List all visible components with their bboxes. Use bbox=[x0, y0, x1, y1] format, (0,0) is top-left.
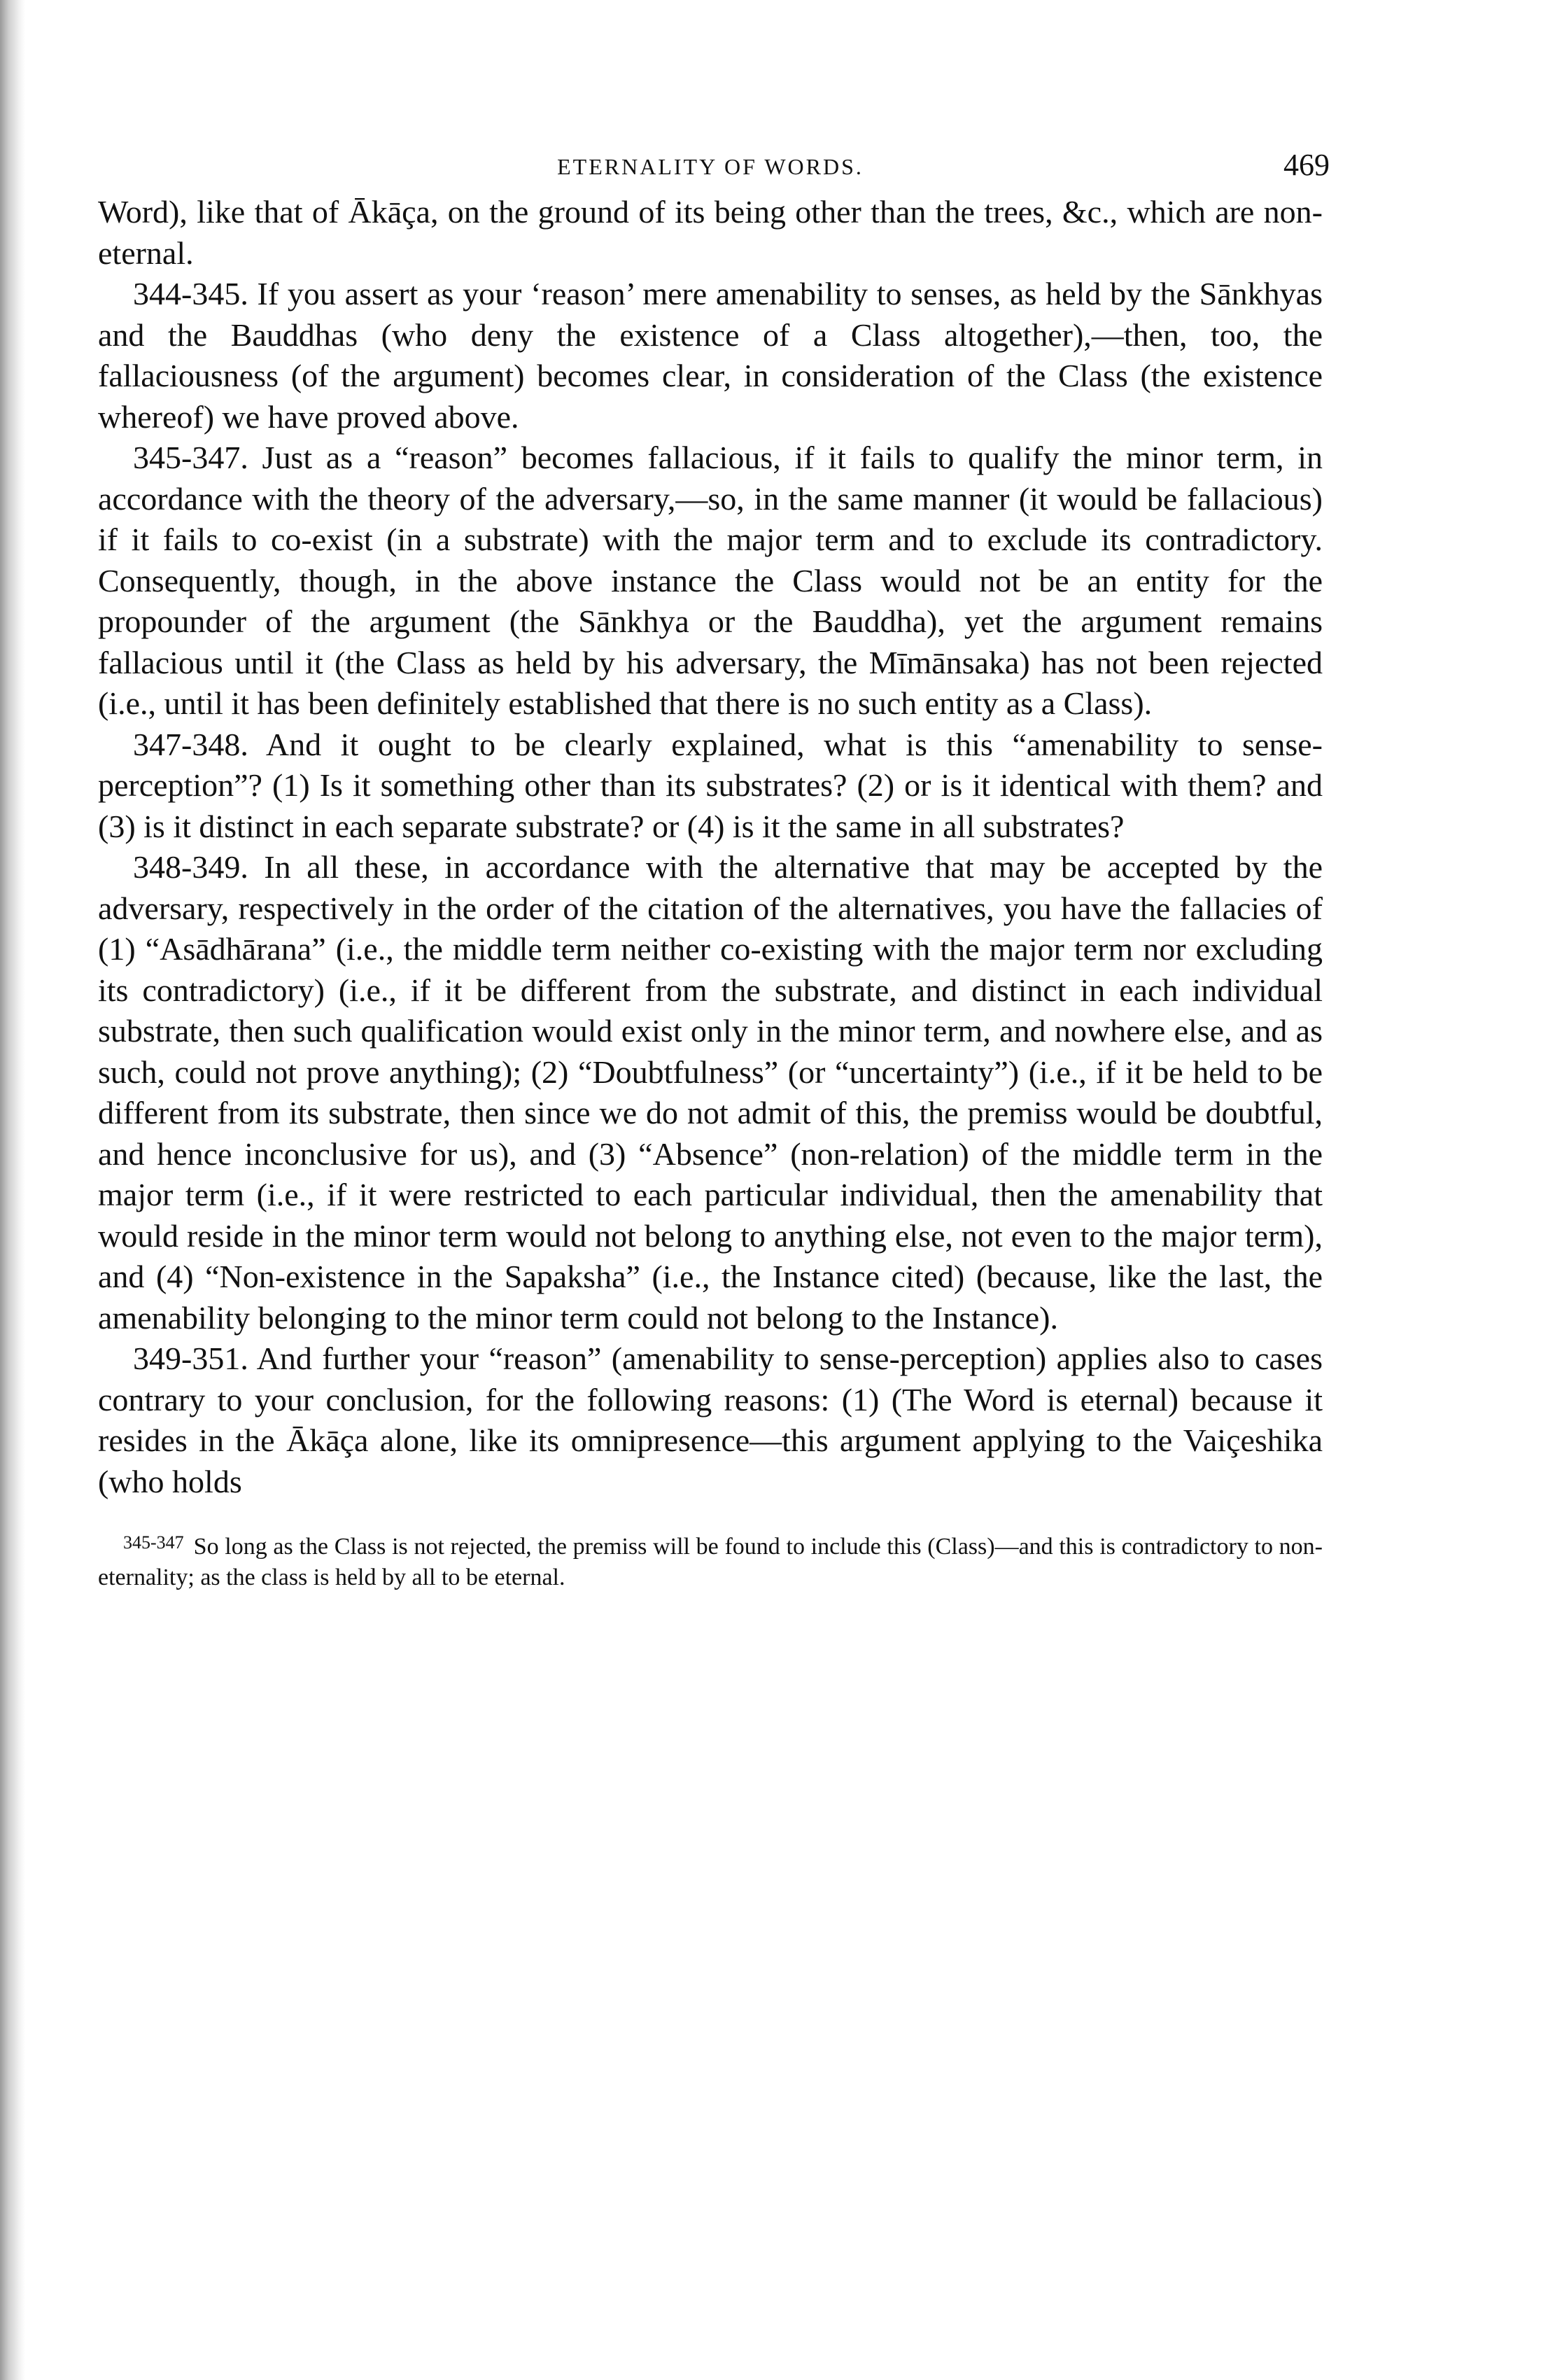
book-page bbox=[98, 105, 1330, 1593]
running-head bbox=[98, 105, 1330, 182]
paragraph-345-347: 345-347. Just as a “reason” becomes fallacious, if it fails to qualify the minor term, in accordance with the theory of the adversary,—so, in the same manner (it would be fallacious) if it fails to co-exist (in a substrate) with the major term and to exclude its contradictory. Consequently, though, in the above instance the Class would not be an entity for the propounder of the argument (the Sānkhya or the Bauddha), yet the argument remains fallacious until it (the Class as held by his adversary, the Mīmānsaka) has not been rejected (i.e., until it has been definitely established that there is no such entity as a Class). bbox=[98, 440, 1323, 721]
paragraph-348-349: 348-349. In all these, in accordance with the alternative that may be accepted by the adversary, respectively in the order of the citation of the alternatives, you have the fallacies of (1) “Asādhārana” (i.e., the middle term neither co-existing with the major term nor excluding its contradictory) (i.e., if it be different from the substrate, and distinct in each individual substrate, then such qualification would exist only in the minor term, and nowhere else, and as such, could not prove anything); (2) “Doubtfulness” (or “uncertainty”) (i.e., if it be held to be different from its substrate, then since we do not admit of this, the premiss would be doubtful, and hence inconclusive for us), and (3) “Absence” (non-relation) of the middle term in the major term (i.e., if it were restricted to each particular individual, then the amenability that would reside in the minor term would not belong to anything else, not even to the major term), and (4) “Non-existence in the Sapaksha” (i.e., the Instance cited) (because, like the last, the amenability belonging to the minor term could not belong to the Instance). bbox=[98, 849, 1323, 1336]
footnote bbox=[98, 1527, 1323, 1593]
footnote-text: So long as the Class is not rejected, the premiss will be found to include this (Class)—and this is contradictory to non-eternality; as the class is held by all to be eternal. bbox=[98, 1534, 1323, 1590]
paragraph-344-345: 344-345. If you assert as your ‘reason’ mere amenability to senses, as held by the Sānkhyas and the Bauddhas (who deny the existence of a Class altogether),—then, too, the fallaciousness (of the argument) becomes clear, in consideration of the Class (the existence whereof) we have proved above. bbox=[98, 276, 1323, 435]
paragraph-347-348: 347-348. And it ought to be clearly explained, what is this “amenability to sense-perception”? (1) Is it something other than its substrates? (2) or is it identical with them? and (3) is it distinct in each separate substrate? or (4) is it the same in all substrates? bbox=[98, 726, 1323, 844]
footnote-number: 345-347 bbox=[123, 1532, 184, 1553]
paragraph-continuation: Word), like that of Ākāça, on the ground of its being other than the trees, &c., which are non-eternal. bbox=[98, 194, 1323, 271]
body-text bbox=[98, 192, 1323, 1502]
paragraph-349-351: 349-351. And further your “reason” (amenability to sense-perception) applies also to cases contrary to your conclusion, for the following reasons: (1) (The Word is eternal) because it resides in the Ākāça alone, like its omnipresence—this argument applying to the Vaiçeshika (who holds bbox=[98, 1340, 1323, 1499]
running-title: ETERNALITY OF WORDS. bbox=[557, 154, 864, 179]
page-binding-edge bbox=[0, 0, 25, 2380]
page-number: 469 bbox=[1283, 148, 1330, 182]
